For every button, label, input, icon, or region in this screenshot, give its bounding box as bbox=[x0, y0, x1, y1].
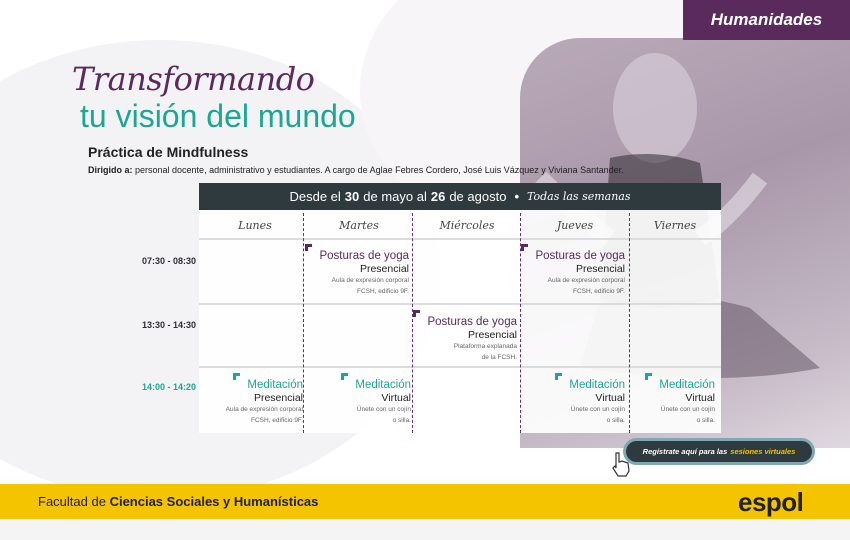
espol-logo: espol bbox=[738, 487, 804, 517]
day-jueves: Jueves bbox=[556, 219, 594, 232]
pointer-hand-icon bbox=[610, 451, 632, 482]
title-line1: Transformando bbox=[72, 60, 315, 98]
session-meditacion-lunes: Meditación Presencial Aula de expresión corporal FCSH, edificio 9F. bbox=[199, 379, 303, 425]
register-button[interactable]: Regístrate aquí para las sesiones virtuales bbox=[626, 441, 812, 462]
audience-text: Dirigido a: personal docente, administrativo y estudiantes. A cargo de Aglae Febres Cordero, José Luis Vázquez y Viviana Santander. bbox=[88, 165, 624, 175]
faculty-name: Facultad de Ciencias Sociales y Humanísticas bbox=[38, 494, 319, 509]
category-tag: Humanidades bbox=[683, 0, 850, 40]
title-line2: tu visión del mundo bbox=[80, 98, 356, 134]
day-viernes: Viernes bbox=[653, 219, 697, 232]
day-miercoles: Miércoles bbox=[439, 219, 495, 232]
session-meditacion-jueves: Meditación Virtual Únete con un cojín o silla. bbox=[521, 379, 625, 425]
row-divider bbox=[199, 303, 721, 305]
schedule-table bbox=[199, 183, 721, 433]
subtitle: Práctica de Mindfulness bbox=[88, 144, 249, 160]
day-martes: Martes bbox=[339, 219, 379, 232]
session-yoga-jueves: Posturas de yoga Presencial Aula de expresión corporal FCSH, edificio 9F. bbox=[521, 250, 625, 296]
schedule-header: Desde el 30 de mayo al 26 de agosto • Todas las semanas bbox=[199, 183, 721, 210]
time-slot-3: 14:00 - 14:20 bbox=[141, 382, 196, 392]
bottom-strip bbox=[0, 519, 850, 540]
session-meditacion-viernes: Meditación Virtual Únete con un cojín o silla. bbox=[611, 379, 715, 425]
footer-bar bbox=[0, 484, 850, 519]
row-divider bbox=[199, 366, 721, 368]
time-slot-1: 07:30 - 08:30 bbox=[141, 256, 196, 266]
session-yoga-miercoles: Posturas de yoga Presencial Plataforma explanada de la FCSH. bbox=[413, 316, 517, 362]
session-meditacion-martes: Meditación Virtual Únete con un cojín o silla. bbox=[307, 379, 411, 425]
session-yoga-martes: Posturas de yoga Presencial Aula de expresión corporal FCSH, edificio 9F. bbox=[305, 250, 409, 296]
row-divider bbox=[199, 238, 721, 240]
column-divider bbox=[303, 213, 304, 433]
day-lunes: Lunes bbox=[238, 219, 272, 232]
time-slot-2: 13:30 - 14:30 bbox=[141, 320, 196, 330]
